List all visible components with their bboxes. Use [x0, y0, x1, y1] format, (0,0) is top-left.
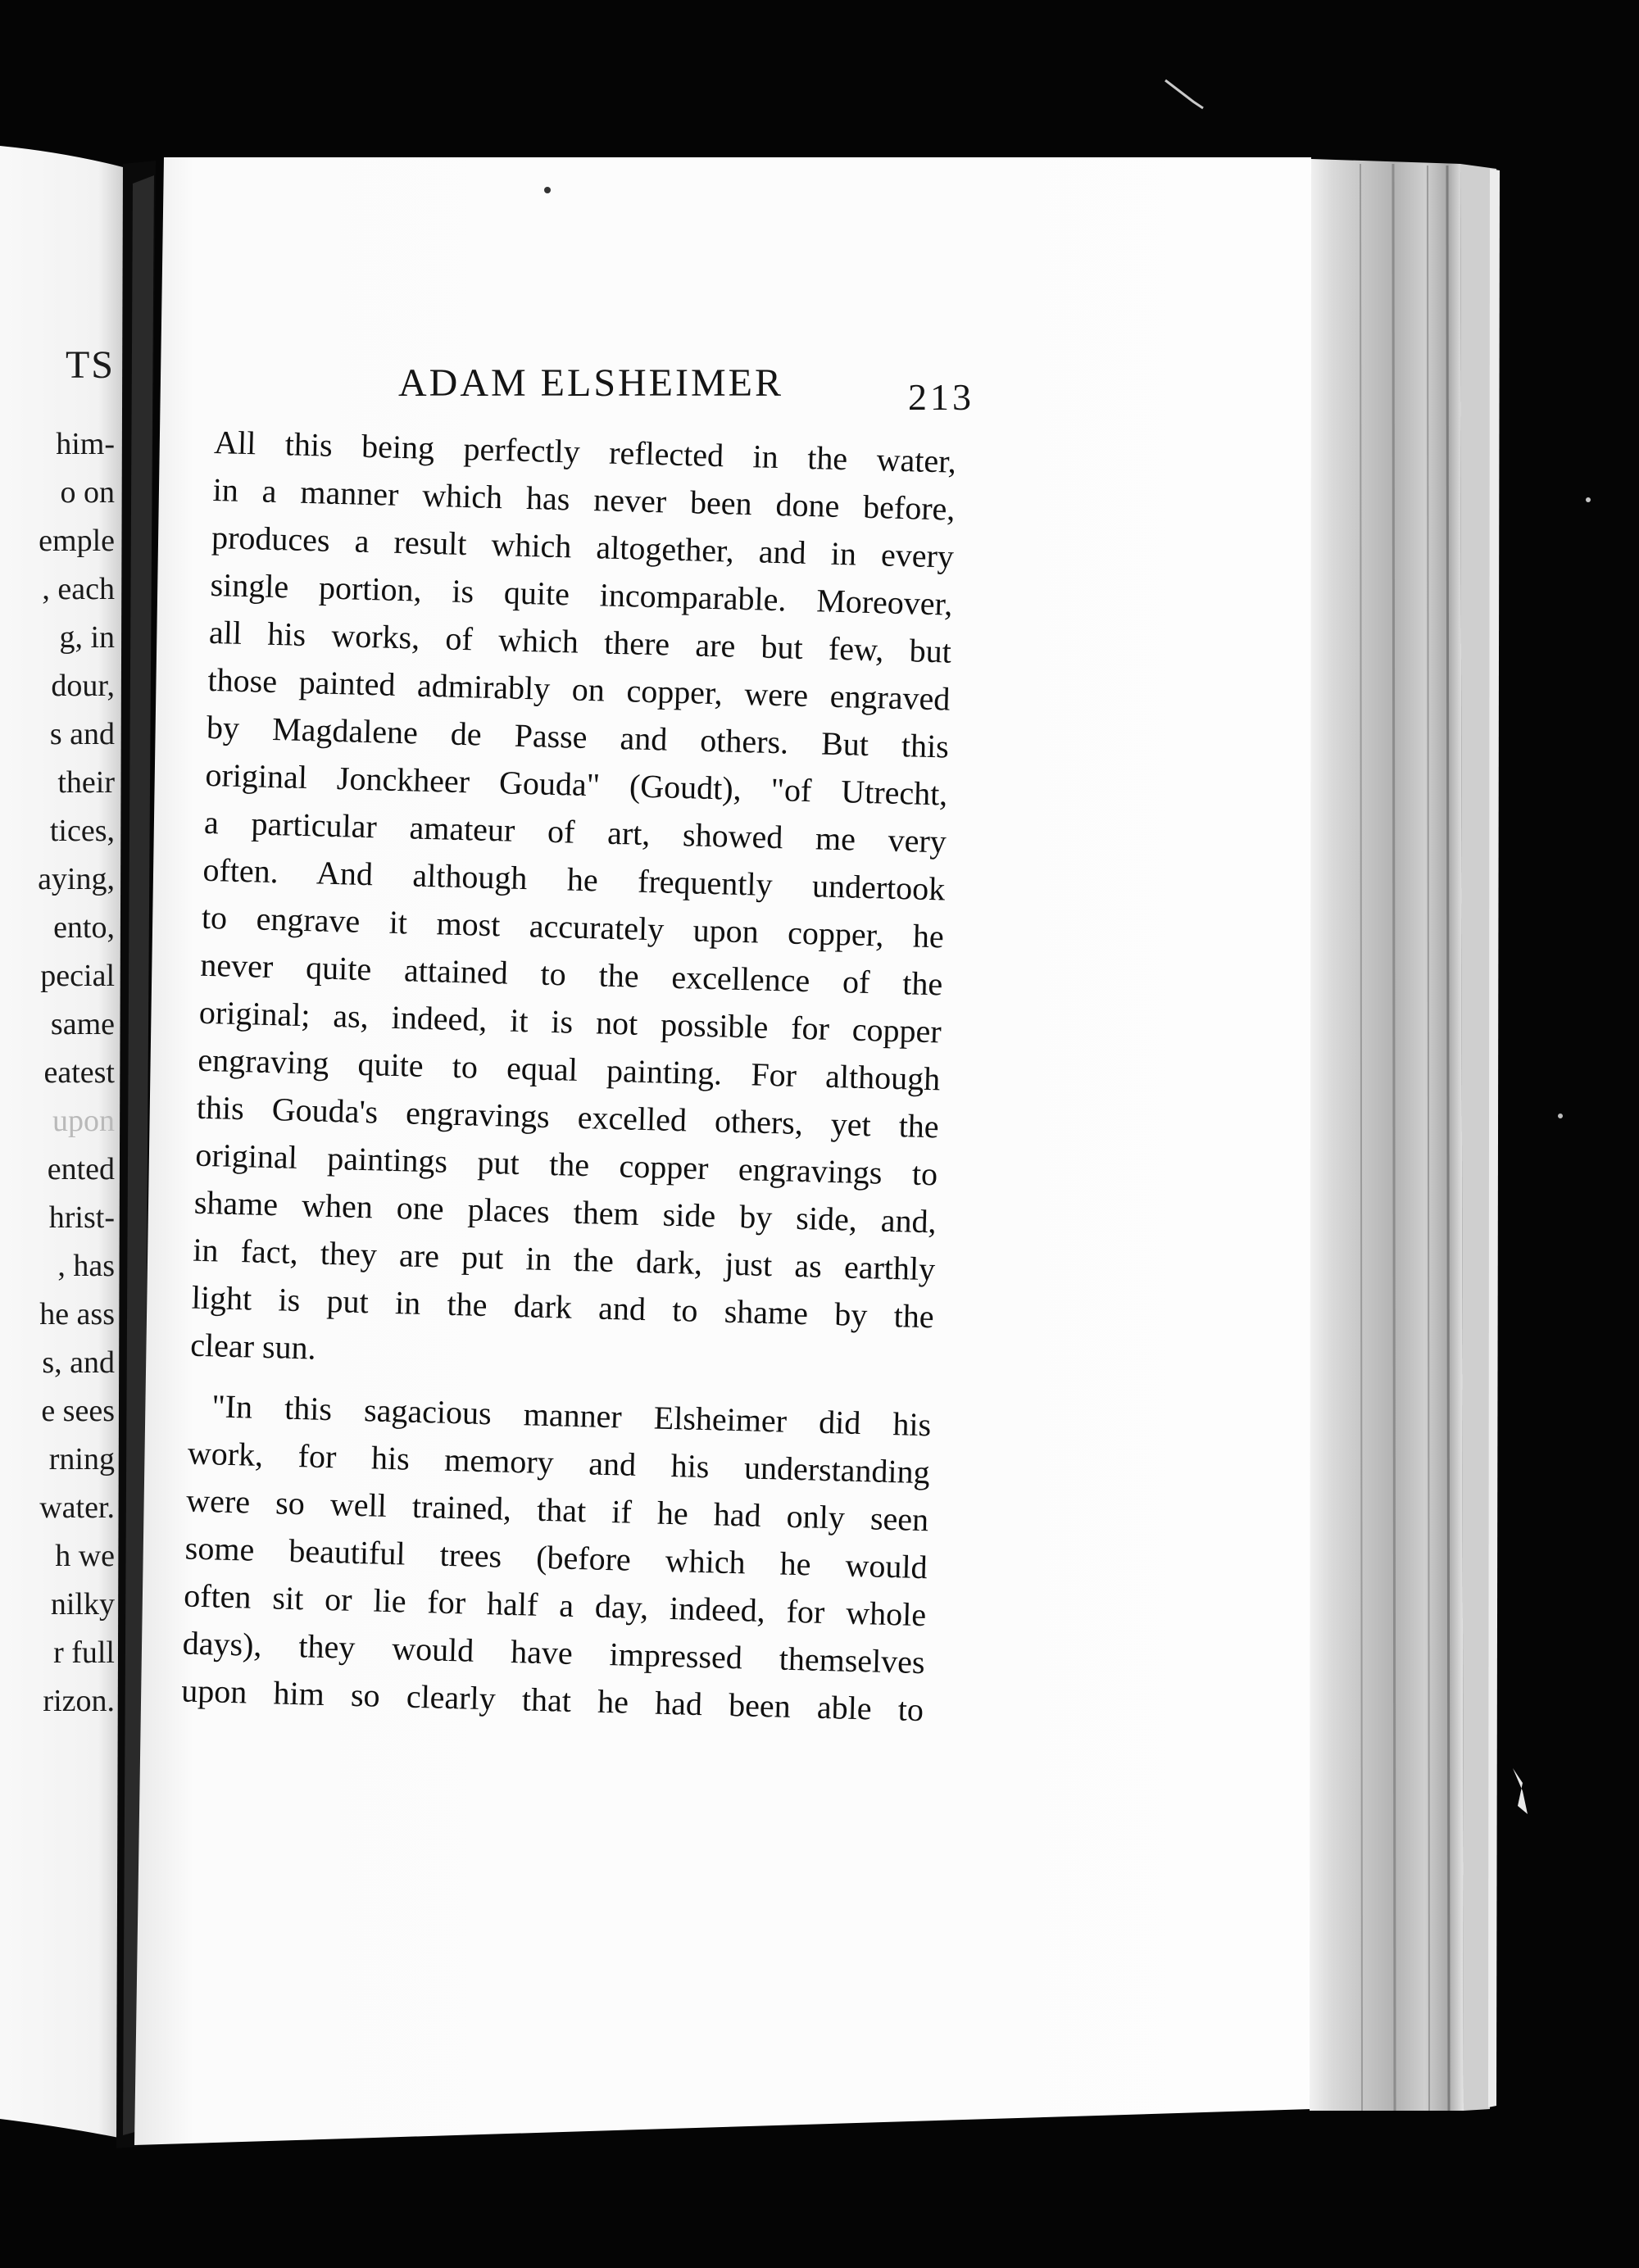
body-line: All this being perfectly reflected in the water,	[213, 423, 957, 480]
left-page-line: ento,	[53, 910, 115, 945]
left-page-line: eatest	[43, 1055, 115, 1090]
body-line: often. And although he frequently undertook	[202, 850, 946, 908]
left-page-line: pecial	[40, 959, 115, 993]
left-page-line: dour,	[51, 669, 115, 703]
left-page-line: e sees	[41, 1394, 115, 1428]
body-line: original; as, indeed, it is not possible for copper	[198, 993, 942, 1050]
left-page-line: s and	[49, 717, 115, 751]
left-page-line: he ass	[39, 1297, 115, 1331]
left-page-text-fragments	[0, 0, 120, 2268]
body-line: those painted admirably on copper, were engraved	[207, 660, 951, 718]
left-page-line: upon	[52, 1104, 115, 1138]
body-line: upon him so clearly that he had been able to	[180, 1672, 924, 1729]
left-page-line: h we	[55, 1539, 115, 1573]
body-line: in fact, they are put in the dark, just as earthly	[192, 1231, 936, 1288]
body-line: by Magdalene de Passe and others. But this	[206, 708, 950, 765]
left-page-line: r full	[53, 1635, 115, 1670]
left-page-line: same	[50, 1007, 115, 1041]
body-line: a particular amateur of art, showed me very	[203, 803, 947, 860]
left-page-line: , has	[57, 1249, 115, 1283]
body-line: original paintings put the copper engravings to	[194, 1136, 938, 1193]
left-page-line: nilky	[50, 1587, 115, 1622]
left-page-line: their	[57, 765, 115, 800]
body-line: all his works, of which there are but few, but	[208, 613, 952, 670]
body-line: some beautiful trees (before which he would	[184, 1529, 928, 1586]
body-line: in a manner which has never been done before,	[212, 470, 956, 528]
page-edges	[1310, 159, 1500, 2111]
left-page-line: o on	[60, 475, 115, 510]
body-line: light is put in the dark and to shame by the	[191, 1278, 935, 1336]
left-page-line: him-	[56, 427, 115, 461]
left-page-line: , each	[42, 572, 115, 606]
left-page-line: tices,	[49, 814, 115, 848]
left-page-line: aying,	[38, 862, 115, 896]
body-line: clear sun.	[189, 1326, 317, 1367]
body-line: often sit or lie for half a day, indeed, for whole	[183, 1576, 927, 1634]
left-page-line: rning	[48, 1442, 115, 1476]
body-line: were so well trained, that if he had only seen	[185, 1481, 929, 1539]
body-line: engraving quite to equal painting. For although	[197, 1041, 941, 1098]
left-page-line: water.	[39, 1490, 115, 1525]
left-page-line: s, and	[42, 1345, 115, 1380]
body-line: days), they would have impressed themselves	[182, 1624, 926, 1681]
left-page-line: rizon.	[43, 1684, 115, 1718]
left-page-running-head: TS	[65, 343, 115, 387]
body-line: original Jonckheer Gouda" (Goudt), "of Utrecht,	[205, 755, 948, 813]
body-line: to engrave it most accurately upon copper, he	[201, 898, 945, 955]
body-line: this Gouda's engravings excelled others, yet the	[196, 1088, 940, 1145]
body-line: shame when one places them side by side, and,	[193, 1183, 938, 1241]
left-page-line: emple	[39, 524, 115, 558]
body-line: single portion, is quite incomparable. Moreover,	[210, 565, 953, 623]
running-head: ADAM ELSHEIMER	[398, 361, 783, 405]
body-line: "In this sagacious manner Elsheimer did his	[211, 1387, 932, 1444]
body-line: work, for his memory and his understanding	[187, 1434, 931, 1491]
body-line: never quite attained to the excellence of the	[199, 946, 943, 1003]
page-number: 213	[908, 376, 974, 418]
left-page-line: hrist-	[48, 1200, 115, 1235]
left-page-line: ented	[47, 1152, 115, 1186]
left-page-line: g, in	[59, 620, 115, 655]
body-line: produces a result which altogether, and in every	[211, 518, 955, 575]
